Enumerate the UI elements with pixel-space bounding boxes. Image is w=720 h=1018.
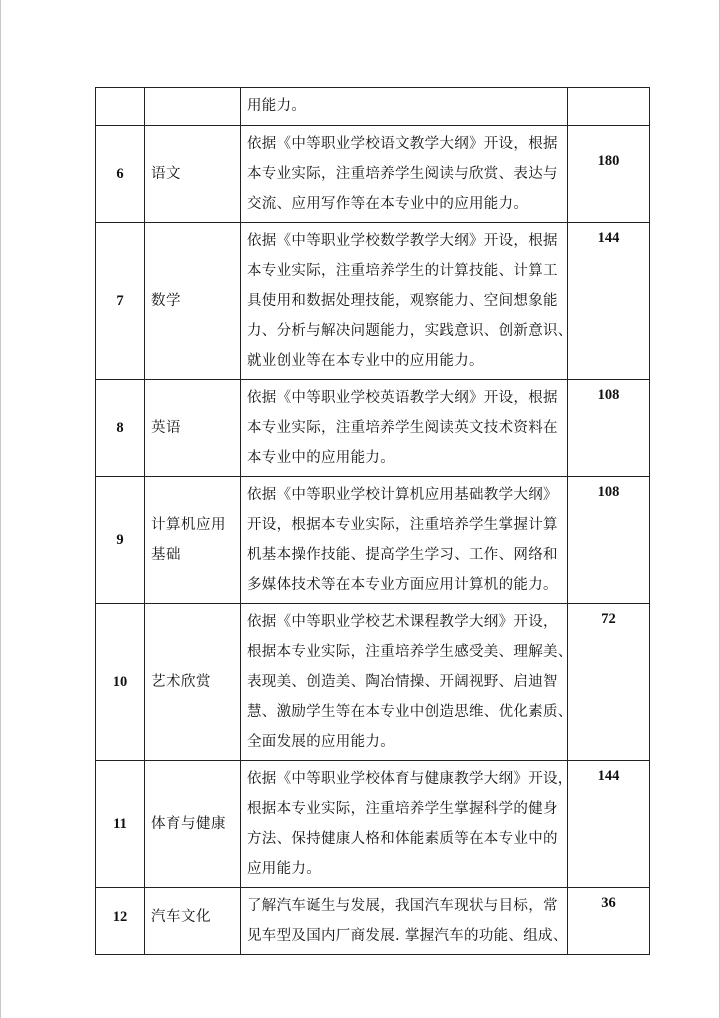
description-line: 表现美、创造美、陶冶情操、开阔视野、启迪智 — [247, 674, 558, 690]
course-number: 7 — [96, 223, 145, 380]
course-description — [241, 380, 568, 477]
course-description — [241, 761, 573, 888]
description-line: 依据《中等职业学校语文教学大纲》开设，根据 — [247, 136, 558, 152]
course-name: 语文 — [145, 126, 241, 223]
description-line: 力、分析与解决问题能力，实践意识、创新意识、 — [247, 323, 573, 339]
course-description — [241, 126, 568, 223]
course-hours: 72 — [568, 604, 650, 761]
description-line: 本专业中的应用能力。 — [247, 450, 395, 466]
description-line: 应用能力。 — [247, 861, 321, 877]
course-hours: 36 — [568, 888, 650, 955]
table-row — [96, 604, 650, 761]
course-number: 11 — [96, 761, 145, 888]
course-name: 数学 — [145, 223, 241, 380]
course-number: 10 — [96, 604, 145, 761]
table-row — [96, 88, 650, 126]
course-number: 8 — [96, 380, 145, 477]
page-edge-left — [0, 0, 1, 1018]
course-name: 体育与健康 — [145, 761, 241, 888]
course-hours: 108 — [568, 477, 650, 604]
course-number — [96, 88, 145, 126]
course-description — [241, 477, 568, 604]
course-name — [145, 88, 241, 126]
table-row — [96, 477, 650, 604]
description-line: 慧、激励学生等在本专业中创造思维、优化素质、 — [247, 704, 573, 720]
description-line: 了解汽车诞生与发展，我国汽车现状与目标，常 — [247, 898, 558, 914]
description-line: 机基本操作技能、提高学生学习、工作、网络和 — [247, 547, 558, 563]
course-description — [241, 604, 573, 761]
course-hours: 108 — [568, 380, 650, 477]
description-line: 见车型及国内厂商发展. 掌握汽车的功能、组成、 — [247, 928, 568, 944]
description-line: 用能力。 — [247, 98, 307, 114]
course-table — [95, 87, 650, 955]
course-name: 计算机应用基础 — [145, 477, 241, 604]
course-hours: 144 — [568, 761, 650, 888]
description-line: 多媒体技术等在本专业方面应用计算机的能力。 — [247, 577, 558, 593]
table-row — [96, 888, 650, 955]
table-row — [96, 380, 650, 477]
description-line: 依据《中等职业学校体育与健康教学大纲》开设， — [247, 771, 573, 787]
table-row — [96, 126, 650, 223]
description-line: 本专业实际，注重培养学生阅读与欣赏、表达与 — [247, 166, 558, 182]
course-hours: 144 — [568, 223, 650, 380]
table-row — [96, 761, 650, 888]
course-description — [241, 223, 573, 380]
course-number: 9 — [96, 477, 145, 604]
course-name: 英语 — [145, 380, 241, 477]
description-line: 本专业实际，注重培养学生阅读英文技术资料在 — [247, 420, 558, 436]
course-name: 汽车文化 — [145, 888, 241, 955]
description-line: 依据《中等职业学校计算机应用基础教学大纲》 — [247, 487, 558, 503]
description-line: 就业创业等在本专业中的应用能力。 — [247, 353, 484, 369]
course-hours: 180 — [568, 126, 650, 223]
description-line: 根据本专业实际，注重培养学生感受美、理解美、 — [247, 644, 573, 660]
course-description — [241, 888, 568, 955]
description-line: 依据《中等职业学校英语教学大纲》开设，根据 — [247, 390, 558, 406]
course-name: 艺术欣赏 — [145, 604, 241, 761]
description-line: 本专业实际，注重培养学生的计算技能、计算工 — [247, 263, 558, 279]
description-line: 开设，根据本专业实际，注重培养学生掌握计算 — [247, 517, 558, 533]
course-number: 12 — [96, 888, 145, 955]
table-row — [96, 223, 650, 380]
description-line: 具使用和数据处理技能，观察能力、空间想象能 — [247, 293, 558, 309]
description-line: 交流、应用写作等在本专业中的应用能力。 — [247, 196, 529, 212]
course-number: 6 — [96, 126, 145, 223]
description-line: 根据本专业实际，注重培养学生掌握科学的健身 — [247, 801, 558, 817]
course-description — [241, 88, 568, 126]
description-line: 依据《中等职业学校艺术课程教学大纲》开设， — [247, 614, 558, 630]
course-hours — [568, 88, 650, 126]
description-line: 依据《中等职业学校数学教学大纲》开设，根据 — [247, 233, 558, 249]
description-line: 全面发展的应用能力。 — [247, 734, 395, 750]
description-line: 方法、保持健康人格和体能素质等在本专业中的 — [247, 831, 558, 847]
